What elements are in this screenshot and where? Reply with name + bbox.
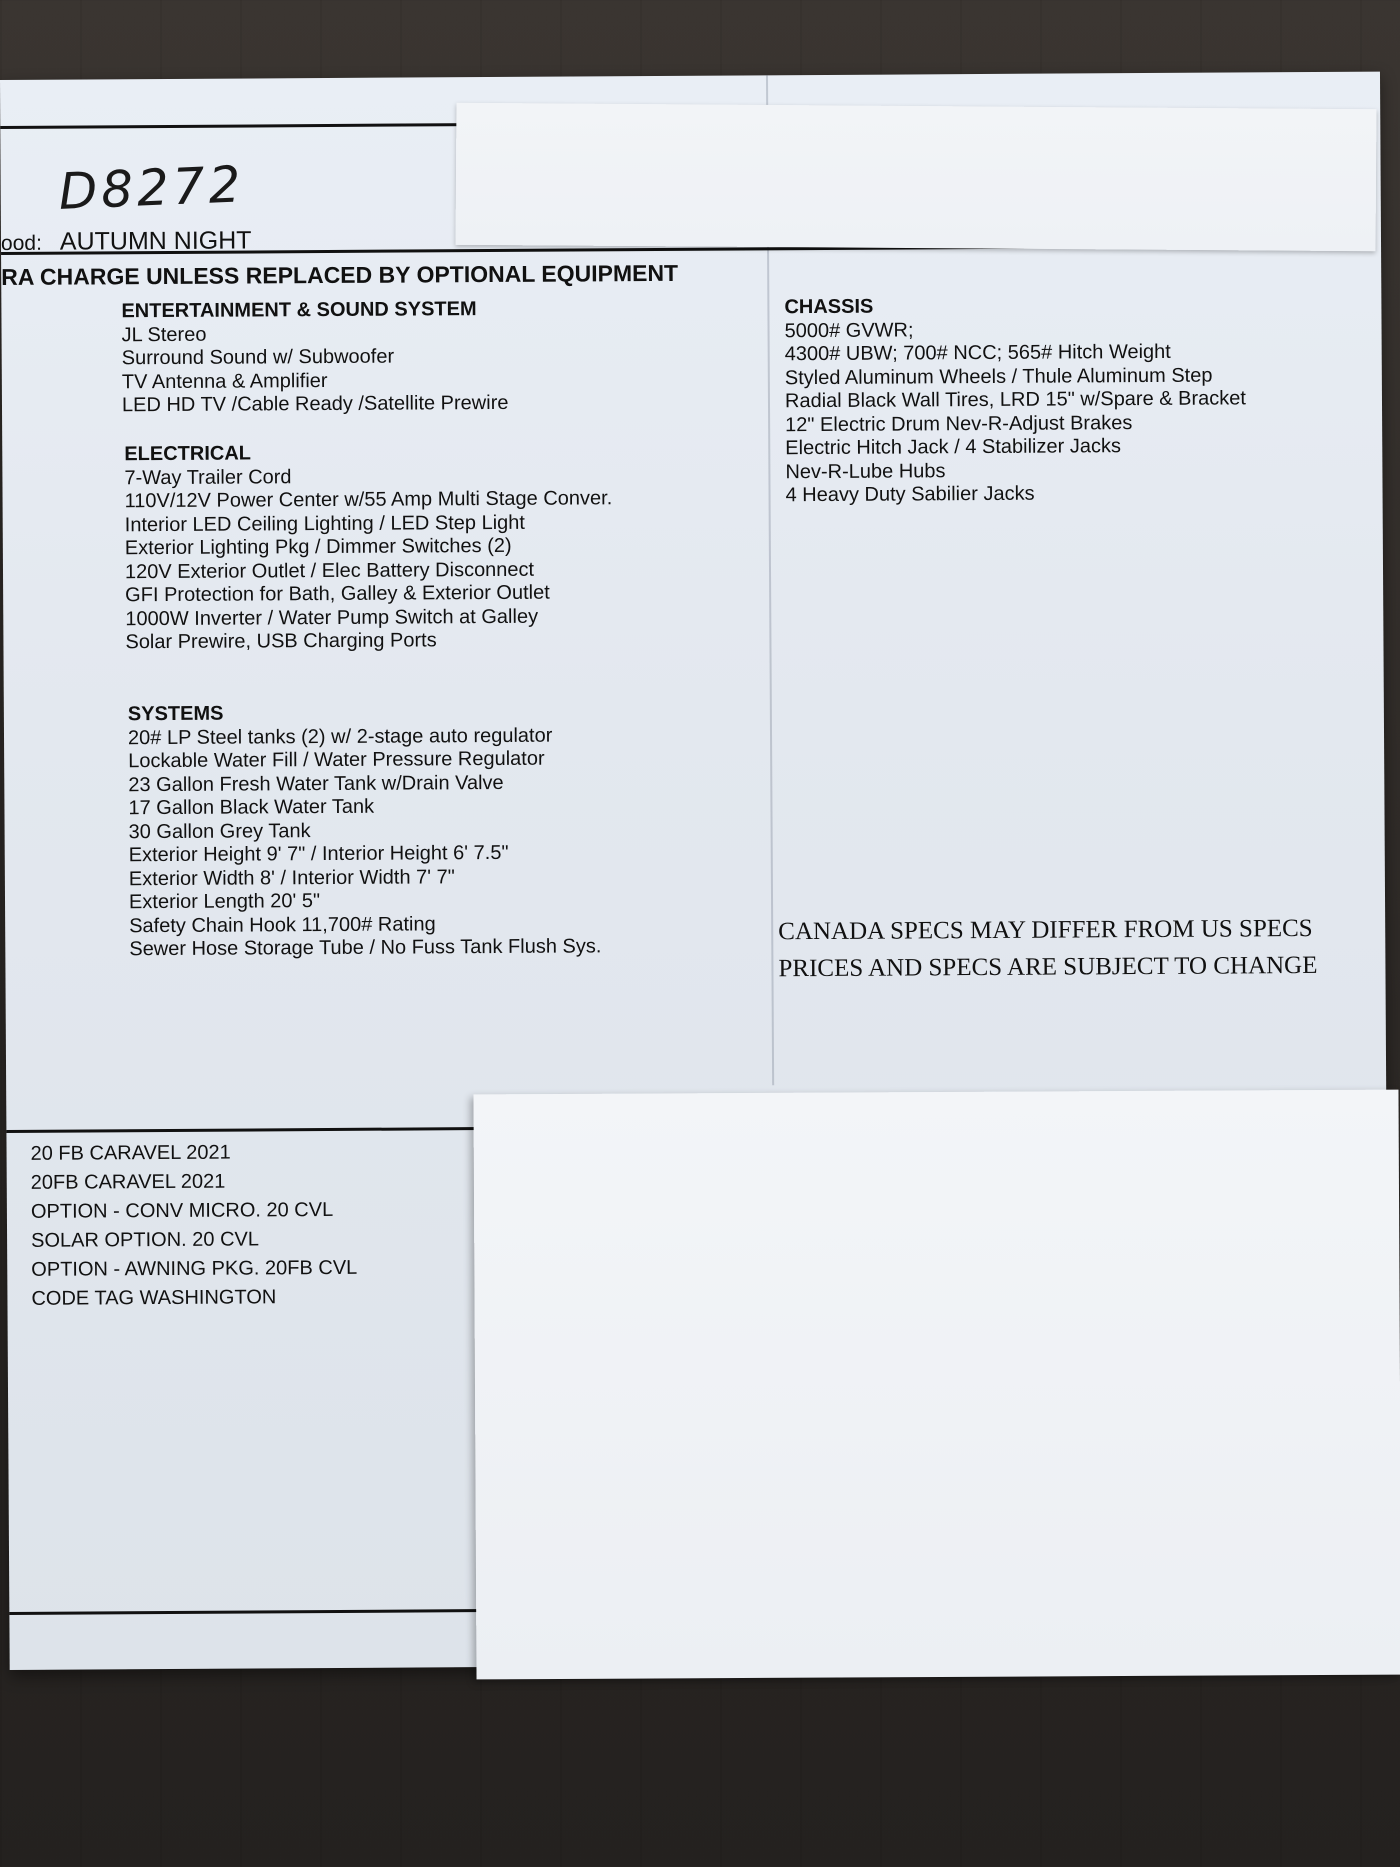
disclaimer-notices [778, 910, 1317, 987]
lower-rule-line [6, 1127, 484, 1133]
mood-label: ood: [0, 231, 42, 255]
bottom-rule-line [9, 1609, 487, 1615]
order-item: 20FB CARAVEL 2021 [30, 1170, 226, 1194]
spec-item: TV Antenna & Amplifier [121, 369, 328, 393]
blank-cover-paper-bottom [473, 1090, 1400, 1680]
spec-item: Styled Aluminum Wheels / Thule Aluminum Step [784, 364, 1213, 389]
spec-item: Surround Sound w/ Subwoofer [121, 345, 395, 370]
spec-item: JL Stereo [121, 323, 207, 346]
decor-mood-row [1, 226, 252, 257]
order-item: OPTION - AWNING PKG. 20FB CVL [31, 1256, 358, 1281]
spec-item: Exterior Lighting Pkg / Dimmer Switches (2) [124, 534, 512, 560]
canada-specs-notice: CANADA SPECS MAY DIFFER FROM US SPECS [778, 914, 1313, 946]
spec-item: 17 Gallon Black Water Tank [128, 795, 375, 820]
spec-item: Exterior Width 8' / Interior Width 7' 7" [128, 865, 455, 890]
section-title: ENTERTAINMENT & SOUND SYSTEM [121, 298, 477, 323]
order-item: OPTION - CONV MICRO. 20 CVL [30, 1198, 334, 1223]
systems-section [128, 700, 602, 961]
chassis-section [784, 293, 1246, 507]
section-title: SYSTEMS [127, 702, 224, 726]
spec-item: Sewer Hose Storage Tube / No Fuss Tank Flush Sys. [129, 935, 602, 961]
order-item: 20 FB CARAVEL 2021 [30, 1141, 231, 1165]
spec-item: Exterior Height 9' 7" / Interior Height 6' 7.5" [128, 841, 509, 867]
top-rule-line [0, 123, 470, 129]
spec-item: Radial Black Wall Tires, LRD 15" w/Spare & Bracket [784, 387, 1247, 413]
order-item: CODE TAG WASHINGTON [31, 1286, 277, 1310]
spec-item: 110V/12V Power Center w/55 Amp Multi Stage Conver. [124, 487, 613, 513]
spec-item: Interior LED Ceiling Lighting / LED Step Light [124, 511, 526, 536]
electrical-section [124, 440, 613, 654]
order-item: SOLAR OPTION. 20 CVL [31, 1228, 260, 1252]
spec-item: Lockable Water Fill / Water Pressure Regulator [128, 747, 545, 773]
spec-item: 20# LP Steel tanks (2) w/ 2-stage auto regulator [127, 724, 553, 749]
entertainment-section [121, 298, 508, 418]
spec-item: LED HD TV /Cable Ready /Satellite Prewire [121, 391, 509, 417]
blank-cover-paper-top [456, 103, 1377, 251]
spec-item: 1000W Inverter / Water Pump Switch at Galley [125, 605, 539, 630]
spec-item: 7-Way Trailer Cord [124, 465, 292, 489]
spec-item: Solar Prewire, USB Charging Ports [125, 629, 437, 654]
mood-value: AUTUMN NIGHT [59, 226, 252, 256]
spec-item: Safety Chain Hook 11,700# Rating [129, 912, 436, 937]
section-title: ELECTRICAL [124, 442, 252, 466]
spec-item: GFI Protection for Bath, Galley & Exterior Outlet [125, 581, 550, 607]
section-title: CHASSIS [784, 295, 874, 319]
spec-item: 30 Gallon Grey Tank [128, 819, 311, 843]
spec-item: 12" Electric Drum Nev-R-Adjust Brakes [785, 411, 1133, 436]
handwritten-stock-number: D8272 [57, 155, 246, 221]
spec-item: 23 Gallon Fresh Water Tank w/Drain Valve [128, 771, 504, 796]
spec-item: 5000# GVWR; [784, 318, 914, 342]
spec-item: Electric Hitch Jack / 4 Stabilizer Jacks [785, 435, 1121, 460]
spec-item: Exterior Length 20' 5" [128, 890, 321, 914]
order-items-list [30, 1138, 357, 1314]
spec-item: Nev-R-Lube Hubs [785, 459, 946, 483]
price-change-notice: PRICES AND SPECS ARE SUBJECT TO CHANGE [778, 951, 1318, 983]
spec-item: 4300# UBW; 700# NCC; 565# Hitch Weight [784, 340, 1171, 366]
spec-item: 120V Exterior Outlet / Elec Battery Disconnect [124, 558, 535, 583]
spec-item: 4 Heavy Duty Sabilier Jacks [785, 482, 1035, 507]
standard-equipment-header: RA CHARGE UNLESS REPLACED BY OPTIONAL EQUIPMENT [1, 259, 679, 290]
